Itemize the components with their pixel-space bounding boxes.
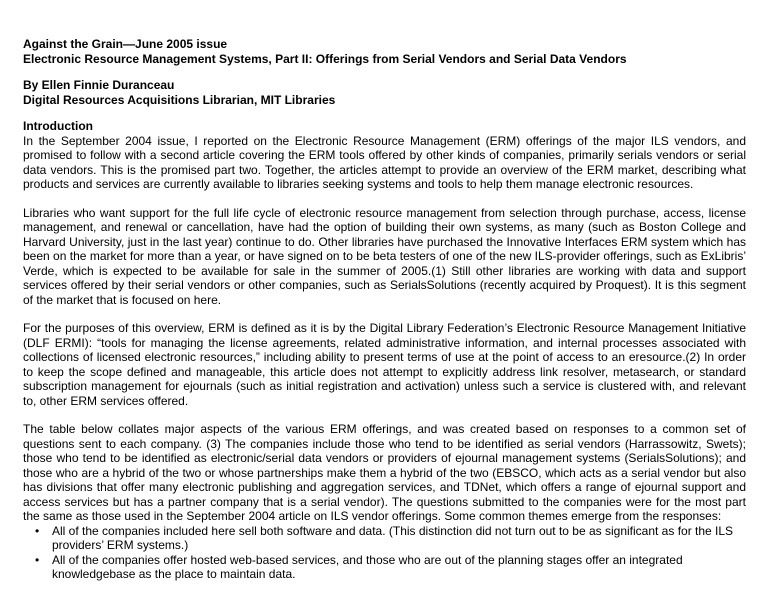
paragraph-1: In the September 2004 issue, I reported on the Electronic Resource Management (ERM) offerings of the major ILS vendors, and promised to follow with a second article covering the ERM tools offered by other kinds of companies, primarily serials vendors or serial data vendors. This is the promised part two. Together, the articles attempt to provide an overview of the ERM market, describing what products and services are currently available to libraries seeking systems and tools to help them manage electronic resources. <box>23 133 746 191</box>
article-title: Electronic Resource Management Systems, Part II: Offerings from Serial Vendors and Serial Data Vendors <box>23 51 627 66</box>
section-heading-introduction: Introduction <box>23 119 93 133</box>
spacer <box>23 66 746 78</box>
author-position: Digital Resources Acquisitions Librarian, MIT Libraries <box>23 92 336 107</box>
list-item-text: All of the companies included here sell both software and data. (This distinction did not turn out to be as significant as for the ILS providers’ ERM systems.) <box>52 523 734 552</box>
author-line: By Ellen Finnie Duranceau <box>23 78 175 92</box>
list-item <box>23 524 746 553</box>
theme-list <box>23 524 746 582</box>
paragraph-3: For the purposes of this overview, ERM is defined as it is by the Digital Library Federation’s Electronic Resource Management Initiative (DLF ERMI): “tools for managing the license agreements, related administrative information, and internal processes associated with collections of licensed electronic resources,” including ability to present terms of use at the point of access to an eresource.(2) In order to keep the scope defined and manageable, this article does not attempt to explicitly address link resolver, metasearch, or standard subscription management for ejournals (such as initial registration and activation) unless such a service is clustered with, and relevant to, other ERM services offered. <box>23 321 746 408</box>
list-item-text: All of the companies offer hosted web-based services, and those who are out of the planning stages offer an integrated knowledgebase as the place to maintain data. <box>52 552 683 581</box>
list-item <box>23 553 746 582</box>
paragraph-4: The table below collates major aspects of the various ERM offerings, and was created based on responses to a common set of questions sent to each company. (3) The companies include those who tend to be identified as serial vendors (Harrassowitz, Swets); those who tend to be identified as electronic/serial data vendors or providers of ejournal management systems (SerialsSolutions); and those who are a hybrid of the two or whose partnerships make them a hybrid of the two (EBSCO, which acts as a serial vendor but also has divisions that offer many electronic publishing and aggregation services, and TDNet, which offers a range of ejournal support and access services but has a partner company that is a serial vendor). The questions submitted to the companies were for the most part the same as those used in the September 2004 article on ILS vendor offerings. Some common themes emerge from the responses: <box>23 422 746 523</box>
bullet-icon: • <box>35 552 40 567</box>
paragraph-2: Libraries who want support for the full life cycle of electronic resource management from selection through purchase, access, license management, and renewal or cancellation, have had the option of building their own systems, as many (such as Boston College and Harvard University, just in the last year) continue to do. Other libraries have purchased the Innovative Interfaces ERM system which has been on the market for more than a year, or have signed on to be beta testers of one of the new ILS-provider offerings, such as ExLibris’ Verde, which is expected to be available for sale in the summer of 2005.(1) Still other libraries are working with data and support services offered by their serial vendors or other companies, such as SerialsSolutions (recently acquired by Proquest). It is this segment of the market that is focused on here. <box>23 205 746 307</box>
bullet-icon: • <box>35 523 40 538</box>
issue-line: Against the Grain—June 2005 issue <box>23 37 228 51</box>
spacer <box>23 107 746 119</box>
